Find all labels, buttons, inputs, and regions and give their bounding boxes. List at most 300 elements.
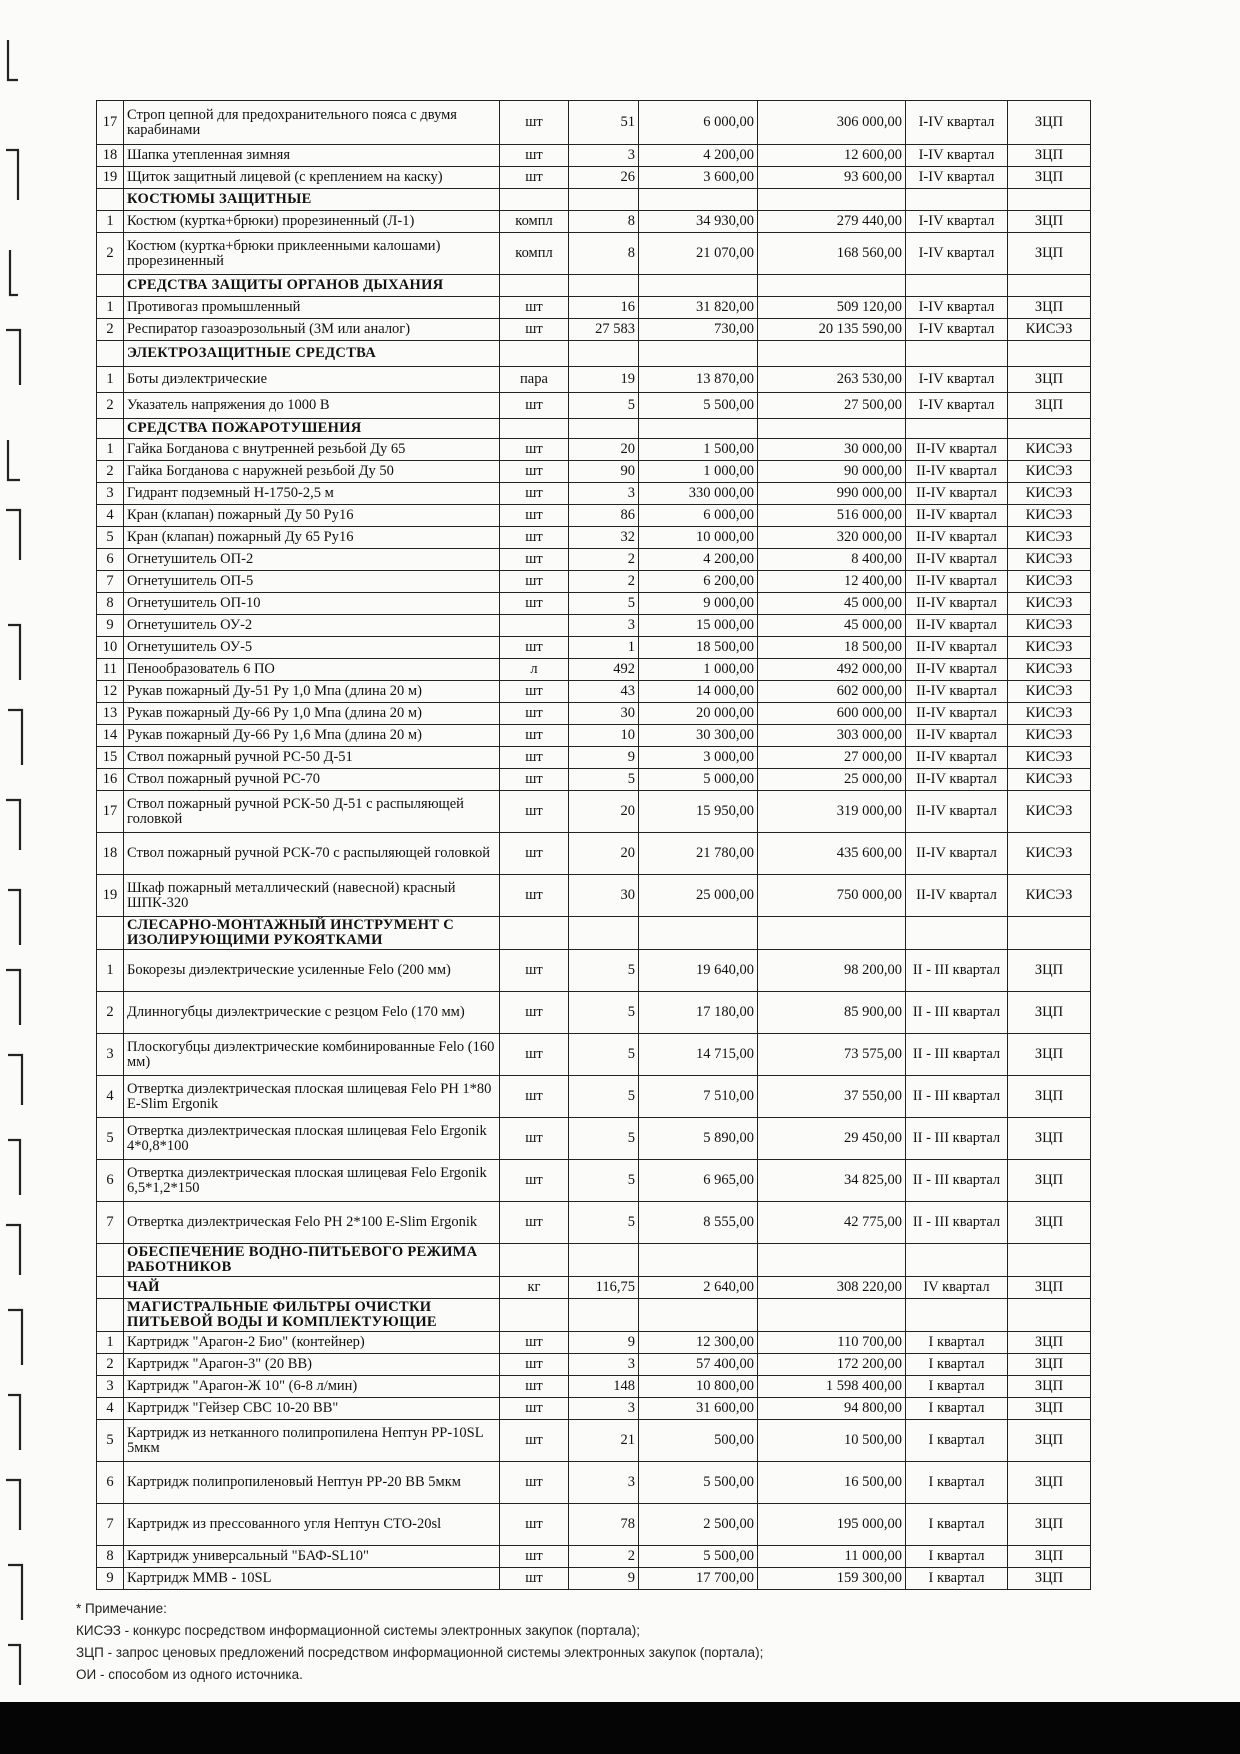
delivery-period: II - III квартал: [906, 992, 1008, 1034]
total-sum: 750 000,00: [758, 875, 906, 917]
total-sum: 195 000,00: [758, 1504, 906, 1546]
scan-bottom-border: [0, 1702, 1240, 1754]
unit: шт: [500, 297, 569, 319]
quantity: 9: [569, 1332, 639, 1354]
table-row: [97, 549, 1091, 571]
footnote-oi: ОИ - способом из одного источника.: [76, 1667, 303, 1682]
total-sum: 279 440,00: [758, 211, 906, 233]
total-sum: [758, 341, 906, 367]
procurement-method: КИСЭЗ: [1008, 319, 1091, 341]
quantity: [569, 917, 639, 950]
unit: шт: [500, 725, 569, 747]
row-number: 2: [97, 1354, 124, 1376]
unit: шт: [500, 1202, 569, 1244]
row-number: 5: [97, 527, 124, 549]
delivery-period: I квартал: [906, 1504, 1008, 1546]
item-name: Огнетушитель ОУ-2: [124, 615, 500, 637]
total-sum: 319 000,00: [758, 791, 906, 833]
table-row: [97, 1568, 1091, 1590]
quantity: [569, 419, 639, 439]
unit-price: 15 000,00: [639, 615, 758, 637]
row-number: 4: [97, 1076, 124, 1118]
unit: [500, 1299, 569, 1332]
procurement-method: КИСЭЗ: [1008, 637, 1091, 659]
total-sum: 85 900,00: [758, 992, 906, 1034]
row-number: 6: [97, 1462, 124, 1504]
total-sum: 90 000,00: [758, 461, 906, 483]
item-name: Рукав пожарный Ду-51 Ру 1,0 Мпа (длина 20 м): [124, 681, 500, 703]
row-number: 1: [97, 367, 124, 393]
row-number: 12: [97, 681, 124, 703]
total-sum: 34 825,00: [758, 1160, 906, 1202]
item-name: Картридж "Арагон-3" (20 ВВ): [124, 1354, 500, 1376]
table-row: [97, 725, 1091, 747]
unit-price: 3 600,00: [639, 167, 758, 189]
row-number: 4: [97, 505, 124, 527]
procurement-method: ЗЦП: [1008, 1076, 1091, 1118]
section-header-row: [97, 189, 1091, 211]
unit-price: 13 870,00: [639, 367, 758, 393]
table-row: [97, 950, 1091, 992]
unit: шт: [500, 393, 569, 419]
quantity: 5: [569, 1160, 639, 1202]
delivery-period: II-IV квартал: [906, 875, 1008, 917]
table-row: [97, 233, 1091, 275]
procurement-method: ЗЦП: [1008, 1398, 1091, 1420]
delivery-period: II-IV квартал: [906, 747, 1008, 769]
total-sum: 42 775,00: [758, 1202, 906, 1244]
procurement-method: ЗЦП: [1008, 393, 1091, 419]
delivery-period: I-IV квартал: [906, 211, 1008, 233]
quantity: 5: [569, 1202, 639, 1244]
procurement-method: ЗЦП: [1008, 1568, 1091, 1590]
unit-price: 5 500,00: [639, 1462, 758, 1504]
item-name: Костюм (куртка+брюки) прорезиненный (Л-1): [124, 211, 500, 233]
total-sum: 20 135 590,00: [758, 319, 906, 341]
unit-price: 25 000,00: [639, 875, 758, 917]
unit-price: 14 715,00: [639, 1034, 758, 1076]
quantity: 3: [569, 1462, 639, 1504]
total-sum: [758, 189, 906, 211]
quantity: 9: [569, 747, 639, 769]
table-row: [97, 659, 1091, 681]
section-header-row: [97, 419, 1091, 439]
table-row: [97, 1398, 1091, 1420]
delivery-period: I квартал: [906, 1332, 1008, 1354]
row-number: 3: [97, 483, 124, 505]
procurement-table: [96, 100, 1091, 1590]
table-row: [97, 167, 1091, 189]
table-row: [97, 791, 1091, 833]
quantity: 16: [569, 297, 639, 319]
row-number: 5: [97, 1420, 124, 1462]
unit: компл: [500, 211, 569, 233]
delivery-period: II - III квартал: [906, 1202, 1008, 1244]
quantity: 1: [569, 637, 639, 659]
procurement-method: КИСЭЗ: [1008, 505, 1091, 527]
unit: шт: [500, 593, 569, 615]
section-header-row: [97, 917, 1091, 950]
delivery-period: II - III квартал: [906, 950, 1008, 992]
delivery-period: I квартал: [906, 1462, 1008, 1504]
delivery-period: II-IV квартал: [906, 659, 1008, 681]
unit-price: 17 700,00: [639, 1568, 758, 1590]
table-row: [97, 1376, 1091, 1398]
procurement-method: ЗЦП: [1008, 1160, 1091, 1202]
section-header-row: [97, 1244, 1091, 1277]
unit-price: [639, 917, 758, 950]
unit: пара: [500, 367, 569, 393]
total-sum: 308 220,00: [758, 1277, 906, 1299]
unit: шт: [500, 527, 569, 549]
procurement-method: КИСЭЗ: [1008, 681, 1091, 703]
row-number: 18: [97, 145, 124, 167]
procurement-method: КИСЭЗ: [1008, 875, 1091, 917]
total-sum: [758, 419, 906, 439]
unit-price: 30 300,00: [639, 725, 758, 747]
delivery-period: II - III квартал: [906, 1076, 1008, 1118]
unit-price: 2 500,00: [639, 1504, 758, 1546]
procurement-method: КИСЭЗ: [1008, 747, 1091, 769]
quantity: 5: [569, 1118, 639, 1160]
table-row: [97, 1118, 1091, 1160]
unit-price: 31 820,00: [639, 297, 758, 319]
footnote-zcp: ЗЦП - запрос ценовых предложений посредством информационной системы электронных закупок (портала);: [76, 1645, 764, 1660]
quantity: 5: [569, 393, 639, 419]
total-sum: 263 530,00: [758, 367, 906, 393]
total-sum: 27 000,00: [758, 747, 906, 769]
procurement-method: ЗЦП: [1008, 1202, 1091, 1244]
row-number: 9: [97, 615, 124, 637]
total-sum: 320 000,00: [758, 527, 906, 549]
delivery-period: II-IV квартал: [906, 615, 1008, 637]
row-number: [97, 275, 124, 297]
quantity: 5: [569, 1034, 639, 1076]
unit: шт: [500, 703, 569, 725]
procurement-method: ЗЦП: [1008, 101, 1091, 145]
delivery-period: I-IV квартал: [906, 145, 1008, 167]
item-name: МАГИСТРАЛЬНЫЕ ФИЛЬТРЫ ОЧИСТКИ ПИТЬЕВОЙ ВОДЫ И КОМПЛЕКТУЮЩИЕ: [124, 1299, 500, 1332]
item-name: КОСТЮМЫ ЗАЩИТНЫЕ: [124, 189, 500, 211]
delivery-period: [906, 419, 1008, 439]
quantity: 27 583: [569, 319, 639, 341]
row-number: [97, 341, 124, 367]
row-number: 10: [97, 637, 124, 659]
table-row: [97, 1504, 1091, 1546]
procurement-method: КИСЭЗ: [1008, 483, 1091, 505]
item-name: Отвертка диэлектрическая Felo PH 2*100 E-Slim Ergonik: [124, 1202, 500, 1244]
table-row: [97, 571, 1091, 593]
quantity: 5: [569, 992, 639, 1034]
total-sum: 602 000,00: [758, 681, 906, 703]
quantity: [569, 275, 639, 297]
procurement-method: ЗЦП: [1008, 1504, 1091, 1546]
section-header-row: [97, 275, 1091, 297]
unit-price: [639, 341, 758, 367]
item-name: Ствол пожарный ручной РС-50 Д-51: [124, 747, 500, 769]
procurement-method: [1008, 341, 1091, 367]
total-sum: 303 000,00: [758, 725, 906, 747]
quantity: 90: [569, 461, 639, 483]
row-number: 6: [97, 549, 124, 571]
delivery-period: II-IV квартал: [906, 439, 1008, 461]
delivery-period: II-IV квартал: [906, 571, 1008, 593]
quantity: 116,75: [569, 1277, 639, 1299]
quantity: [569, 1244, 639, 1277]
delivery-period: I квартал: [906, 1354, 1008, 1376]
row-number: 14: [97, 725, 124, 747]
delivery-period: II-IV квартал: [906, 527, 1008, 549]
item-name: Отвертка диэлектрическая плоская шлицевая Felo Ergonik 4*0,8*100: [124, 1118, 500, 1160]
item-name: Пенообразователь 6 ПО: [124, 659, 500, 681]
procurement-method: [1008, 189, 1091, 211]
delivery-period: II - III квартал: [906, 1034, 1008, 1076]
row-number: 2: [97, 393, 124, 419]
row-number: 16: [97, 769, 124, 791]
item-name: Длинногубцы диэлектрические с резцом Felo (170 мм): [124, 992, 500, 1034]
unit-price: 330 000,00: [639, 483, 758, 505]
item-name: Ствол пожарный ручной РС-70: [124, 769, 500, 791]
unit-price: [639, 275, 758, 297]
table-row: [97, 1034, 1091, 1076]
quantity: 20: [569, 439, 639, 461]
unit: шт: [500, 950, 569, 992]
table-row: [97, 703, 1091, 725]
total-sum: 16 500,00: [758, 1462, 906, 1504]
total-sum: 492 000,00: [758, 659, 906, 681]
unit-price: 9 000,00: [639, 593, 758, 615]
unit-price: 10 800,00: [639, 1376, 758, 1398]
procurement-method: ЗЦП: [1008, 1376, 1091, 1398]
item-name: ОБЕСПЕЧЕНИЕ ВОДНО-ПИТЬЕВОГО РЕЖИМА РАБОТНИКОВ: [124, 1244, 500, 1277]
item-name: Рукав пожарный Ду-66 Ру 1,6 Мпа (длина 20 м): [124, 725, 500, 747]
unit: шт: [500, 571, 569, 593]
unit: шт: [500, 101, 569, 145]
table-row: [97, 593, 1091, 615]
item-name: Картридж полипропиленовый Нептун PP-20 ВВ 5мкм: [124, 1462, 500, 1504]
delivery-period: I квартал: [906, 1398, 1008, 1420]
row-number: 6: [97, 1160, 124, 1202]
table-row: [97, 1420, 1091, 1462]
delivery-period: II - III квартал: [906, 1118, 1008, 1160]
row-number: 2: [97, 461, 124, 483]
procurement-method: ЗЦП: [1008, 1354, 1091, 1376]
table-row: [97, 439, 1091, 461]
procurement-method: ЗЦП: [1008, 1420, 1091, 1462]
procurement-method: ЗЦП: [1008, 1277, 1091, 1299]
unit-price: 21 780,00: [639, 833, 758, 875]
unit-price: 3 000,00: [639, 747, 758, 769]
unit: шт: [500, 319, 569, 341]
quantity: 51: [569, 101, 639, 145]
delivery-period: II-IV квартал: [906, 483, 1008, 505]
quantity: 26: [569, 167, 639, 189]
unit: шт: [500, 549, 569, 571]
item-name: Указатель напряжения до 1000 В: [124, 393, 500, 419]
unit-price: 12 300,00: [639, 1332, 758, 1354]
unit-price: 17 180,00: [639, 992, 758, 1034]
item-name: Шкаф пожарный металлический (навесной) красный ШПК-320: [124, 875, 500, 917]
delivery-period: II-IV квартал: [906, 637, 1008, 659]
unit: компл: [500, 233, 569, 275]
unit: шт: [500, 992, 569, 1034]
row-number: 7: [97, 571, 124, 593]
quantity: 20: [569, 791, 639, 833]
item-name: Респиратор газоаэрозольный (3М или аналог): [124, 319, 500, 341]
unit: шт: [500, 1504, 569, 1546]
item-name: Костюм (куртка+брюки приклеенными калошами) прорезиненный: [124, 233, 500, 275]
row-number: 13: [97, 703, 124, 725]
row-number: [97, 189, 124, 211]
row-number: 15: [97, 747, 124, 769]
delivery-period: [906, 917, 1008, 950]
table-row: [97, 527, 1091, 549]
unit-price: 730,00: [639, 319, 758, 341]
row-number: 1: [97, 950, 124, 992]
table-row: [97, 875, 1091, 917]
delivery-period: II-IV квартал: [906, 549, 1008, 571]
total-sum: 45 000,00: [758, 615, 906, 637]
delivery-period: II-IV квартал: [906, 833, 1008, 875]
unit-price: 4 200,00: [639, 145, 758, 167]
procurement-method: [1008, 917, 1091, 950]
delivery-period: II-IV квартал: [906, 791, 1008, 833]
item-name: СРЕДСТВА ПОЖАРОТУШЕНИЯ: [124, 419, 500, 439]
item-name: Гайка Богданова с наружней резьбой Ду 50: [124, 461, 500, 483]
unit-price: 6 000,00: [639, 505, 758, 527]
row-number: 5: [97, 1118, 124, 1160]
unit-price: 14 000,00: [639, 681, 758, 703]
quantity: 3: [569, 1398, 639, 1420]
delivery-period: I квартал: [906, 1568, 1008, 1590]
row-number: 19: [97, 875, 124, 917]
row-number: 3: [97, 1034, 124, 1076]
table-row: [97, 461, 1091, 483]
total-sum: 168 560,00: [758, 233, 906, 275]
row-number: 3: [97, 1376, 124, 1398]
quantity: 9: [569, 1568, 639, 1590]
quantity: 5: [569, 950, 639, 992]
unit: шт: [500, 505, 569, 527]
delivery-period: [906, 341, 1008, 367]
procurement-method: ЗЦП: [1008, 1034, 1091, 1076]
total-sum: 12 600,00: [758, 145, 906, 167]
item-name: Картридж из прессованного угля Нептун СТО-20sl: [124, 1504, 500, 1546]
unit-price: 20 000,00: [639, 703, 758, 725]
table-row: [97, 833, 1091, 875]
table-row: [97, 1354, 1091, 1376]
item-name: Кран (клапан) пожарный Ду 65 Ру16: [124, 527, 500, 549]
item-name: Огнетушитель ОП-5: [124, 571, 500, 593]
procurement-method: КИСЭЗ: [1008, 725, 1091, 747]
procurement-method: ЗЦП: [1008, 1118, 1091, 1160]
unit: л: [500, 659, 569, 681]
table-row: [97, 319, 1091, 341]
item-name: Отвертка диэлектрическая плоская шлицевая Felo Ergonik 6,5*1,2*150: [124, 1160, 500, 1202]
unit: [500, 917, 569, 950]
unit: шт: [500, 1376, 569, 1398]
row-number: 1: [97, 439, 124, 461]
procurement-method: [1008, 419, 1091, 439]
unit-price: 1 500,00: [639, 439, 758, 461]
table-row: [97, 637, 1091, 659]
procurement-method: КИСЭЗ: [1008, 593, 1091, 615]
unit: шт: [500, 1118, 569, 1160]
item-name: Гайка Богданова с внутренней резьбой Ду 65: [124, 439, 500, 461]
delivery-period: I-IV квартал: [906, 233, 1008, 275]
item-name: Щиток защитный лицевой (с креплением на каску): [124, 167, 500, 189]
procurement-method: ЗЦП: [1008, 297, 1091, 319]
row-number: 18: [97, 833, 124, 875]
procurement-method: КИСЭЗ: [1008, 461, 1091, 483]
quantity: 2: [569, 1546, 639, 1568]
procurement-method: ЗЦП: [1008, 233, 1091, 275]
procurement-method: КИСЭЗ: [1008, 703, 1091, 725]
quantity: [569, 341, 639, 367]
row-number: 2: [97, 319, 124, 341]
row-number: [97, 419, 124, 439]
unit: шт: [500, 791, 569, 833]
row-number: 1: [97, 1332, 124, 1354]
unit: шт: [500, 747, 569, 769]
table-row: [97, 681, 1091, 703]
unit-price: 6 000,00: [639, 101, 758, 145]
table-row: [97, 747, 1091, 769]
unit-price: 34 930,00: [639, 211, 758, 233]
row-number: [97, 917, 124, 950]
table-row: [97, 1277, 1091, 1299]
table-row: [97, 367, 1091, 393]
item-name: Картридж "Арагон-2 Био" (контейнер): [124, 1332, 500, 1354]
quantity: 3: [569, 615, 639, 637]
unit: [500, 275, 569, 297]
item-name: Противогаз промышленный: [124, 297, 500, 319]
item-name: Плоскогубцы диэлектрические комбинированные Felo (160 мм): [124, 1034, 500, 1076]
delivery-period: II-IV квартал: [906, 681, 1008, 703]
table-row: [97, 393, 1091, 419]
total-sum: 29 450,00: [758, 1118, 906, 1160]
total-sum: 600 000,00: [758, 703, 906, 725]
total-sum: 11 000,00: [758, 1546, 906, 1568]
unit: шт: [500, 769, 569, 791]
delivery-period: I-IV квартал: [906, 101, 1008, 145]
item-name: Картридж ММВ - 10SL: [124, 1568, 500, 1590]
unit-price: [639, 189, 758, 211]
unit-price: [639, 1244, 758, 1277]
item-name: Картридж "Арагон-Ж 10" (6-8 л/мин): [124, 1376, 500, 1398]
total-sum: 25 000,00: [758, 769, 906, 791]
item-name: Кран (клапан) пожарный Ду 50 Ру16: [124, 505, 500, 527]
table-row: [97, 769, 1091, 791]
delivery-period: [906, 1299, 1008, 1332]
unit-price: 10 000,00: [639, 527, 758, 549]
table-row: [97, 101, 1091, 145]
procurement-method: КИСЭЗ: [1008, 659, 1091, 681]
total-sum: 1 598 400,00: [758, 1376, 906, 1398]
total-sum: [758, 917, 906, 950]
total-sum: 509 120,00: [758, 297, 906, 319]
unit-price: 8 555,00: [639, 1202, 758, 1244]
delivery-period: I квартал: [906, 1376, 1008, 1398]
unit: шт: [500, 1420, 569, 1462]
item-name: Картридж универсальный "БАФ-SL10": [124, 1546, 500, 1568]
unit-price: 6 200,00: [639, 571, 758, 593]
total-sum: [758, 275, 906, 297]
total-sum: 94 800,00: [758, 1398, 906, 1420]
delivery-period: II - III квартал: [906, 1160, 1008, 1202]
delivery-period: I-IV квартал: [906, 297, 1008, 319]
procurement-method: КИСЭЗ: [1008, 439, 1091, 461]
